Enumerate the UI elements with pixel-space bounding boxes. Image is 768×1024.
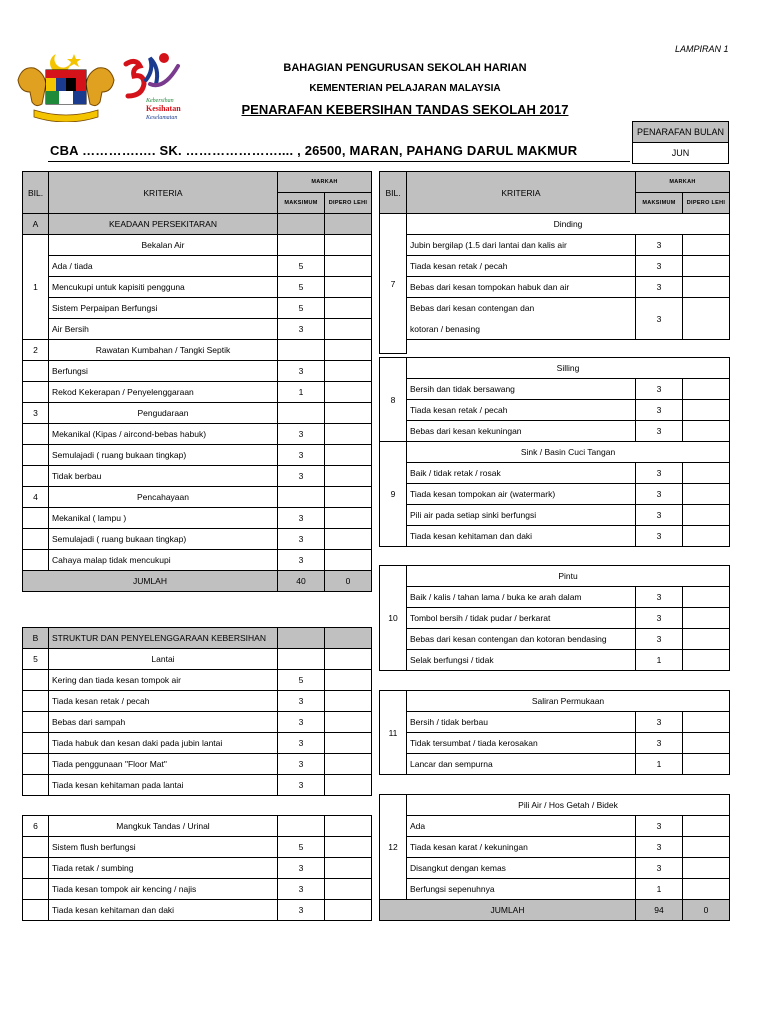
- max-score: 1: [636, 650, 683, 671]
- score-input[interactable]: [683, 754, 730, 775]
- left-table-toilet: [22, 815, 372, 921]
- max-score: 1: [636, 754, 683, 775]
- subsection-title: Pencahayaan: [49, 487, 278, 508]
- right-table-saliran: [379, 690, 730, 775]
- criteria-text: Tiada penggunaan "Floor Mat": [49, 754, 278, 775]
- max-score: 3: [636, 277, 683, 298]
- left-table-a: [22, 171, 372, 592]
- score-input[interactable]: [325, 277, 372, 298]
- section-title: KEADAAN PERSEKITARAN: [49, 214, 278, 235]
- criteria-text: Jubin bergilap (1.5 dari lantai dan kalis air: [407, 235, 636, 256]
- header-bil: BIL.: [23, 172, 49, 214]
- item-number: 1: [23, 235, 49, 340]
- jumlah-max: 40: [278, 571, 325, 592]
- score-input[interactable]: [683, 733, 730, 754]
- criteria-text: Ada / tiada: [49, 256, 278, 277]
- item-number: 6: [23, 816, 49, 837]
- lampiran-label: LAMPIRAN 1: [675, 44, 729, 54]
- criteria-text: Selak berfungsi / tidak: [407, 650, 636, 671]
- max-score: 3: [636, 505, 683, 526]
- score-input[interactable]: [325, 733, 372, 754]
- criteria-text: Tidak tersumbat / tiada kerosakan: [407, 733, 636, 754]
- criteria-text: Cahaya malap tidak mencukupi: [49, 550, 278, 571]
- kesihatan-logo: [120, 50, 192, 122]
- header-diperoleh: DIPERO LEHI: [325, 193, 372, 214]
- max-score: 3: [278, 319, 325, 340]
- criteria-text: Baik / kalis / tahan lama / buka ke arah dalam: [407, 587, 636, 608]
- max-score: 3: [278, 754, 325, 775]
- max-score: 3: [636, 235, 683, 256]
- score-input[interactable]: [683, 379, 730, 400]
- score-input[interactable]: [325, 712, 372, 733]
- score-input[interactable]: [325, 879, 372, 900]
- score-input[interactable]: [683, 400, 730, 421]
- bulan-value[interactable]: JUN: [633, 143, 729, 164]
- max-score: 3: [636, 733, 683, 754]
- score-input[interactable]: [325, 445, 372, 466]
- score-input[interactable]: [683, 712, 730, 733]
- max-score: 3: [636, 816, 683, 837]
- malaysia-crest-logo: [12, 50, 120, 122]
- header-bil: BIL.: [380, 172, 407, 214]
- max-score: 3: [278, 529, 325, 550]
- max-score: 3: [636, 629, 683, 650]
- criteria-text: Sistem flush berfungsi: [49, 837, 278, 858]
- max-score: 5: [278, 837, 325, 858]
- score-input[interactable]: [683, 505, 730, 526]
- max-score: 5: [278, 256, 325, 277]
- max-score: 3: [636, 298, 683, 340]
- heading-ministry: KEMENTERIAN PELAJARAN MALAYSIA: [309, 83, 501, 94]
- criteria-text: Tiada kesan retak / pecah: [407, 400, 636, 421]
- criteria-text: Disangkut dengan kemas: [407, 858, 636, 879]
- score-input[interactable]: [325, 670, 372, 691]
- max-score: 3: [636, 858, 683, 879]
- max-score: 3: [636, 712, 683, 733]
- subsection-title: Silling: [407, 358, 730, 379]
- criteria-text: Bebas dari sampah: [49, 712, 278, 733]
- jumlah-label: JUMLAH: [380, 900, 636, 921]
- subsection-title: Lantai: [49, 649, 278, 670]
- subsection-title: Dinding: [407, 214, 730, 235]
- max-score: 3: [636, 463, 683, 484]
- rating-box: [632, 121, 729, 164]
- criteria-text: Bersih dan tidak bersawang: [407, 379, 636, 400]
- criteria-text: Bebas dari kesan contengan dan: [407, 298, 636, 319]
- logo-text-3: Keselamatan: [146, 115, 178, 121]
- max-score: 3: [636, 587, 683, 608]
- max-score: 3: [636, 526, 683, 547]
- score-input[interactable]: [325, 319, 372, 340]
- item-number: 8: [380, 358, 407, 442]
- max-score: 3: [278, 712, 325, 733]
- score-input[interactable]: [683, 650, 730, 671]
- score-input[interactable]: [325, 382, 372, 403]
- max-score: 3: [278, 858, 325, 879]
- criteria-text: kotoran / benasing: [407, 319, 636, 340]
- section-title: STRUKTUR DAN PENYELENGGARAAN KEBERSIHAN: [49, 628, 278, 649]
- score-input[interactable]: [325, 256, 372, 277]
- header-maksimum: MAKSIMUM: [278, 193, 325, 214]
- subsection-title: Bekalan Air: [49, 235, 278, 256]
- item-number: 10: [380, 566, 407, 671]
- jumlah-label: JUMLAH: [23, 571, 278, 592]
- criteria-text: Sistem Perpaipan Berfungsi: [49, 298, 278, 319]
- score-input[interactable]: [683, 484, 730, 505]
- max-score: 3: [278, 900, 325, 921]
- subsection-title: Pintu: [407, 566, 730, 587]
- score-input[interactable]: [683, 526, 730, 547]
- criteria-text: Tiada kesan tompokan air (watermark): [407, 484, 636, 505]
- criteria-text: Tidak berbau: [49, 466, 278, 487]
- header-kriteria: KRITERIA: [407, 172, 636, 214]
- score-input[interactable]: [683, 235, 730, 256]
- subsection-title: Mangkuk Tandas / Urinal: [49, 816, 278, 837]
- score-input[interactable]: [683, 587, 730, 608]
- max-score: 3: [278, 466, 325, 487]
- item-number: 5: [23, 649, 49, 670]
- criteria-text: Tiada kesan karat / kekuningan: [407, 837, 636, 858]
- max-score: 3: [636, 837, 683, 858]
- criteria-text: Mekanikal ( lampu ): [49, 508, 278, 529]
- score-input[interactable]: [325, 466, 372, 487]
- page-title: PENARAFAN KEBERSIHAN TANDAS SEKOLAH 2017: [241, 102, 569, 117]
- max-score: 5: [278, 298, 325, 319]
- score-input[interactable]: [683, 256, 730, 277]
- subsection-title: Saliran Permukaan: [407, 691, 730, 712]
- criteria-text: Lancar dan sempurna: [407, 754, 636, 775]
- criteria-text: Tiada kesan tompok air kencing / najis: [49, 879, 278, 900]
- section-code: B: [23, 628, 49, 649]
- header-kriteria: KRITERIA: [49, 172, 278, 214]
- score-input[interactable]: [325, 858, 372, 879]
- item-number: 11: [380, 691, 407, 775]
- subsection-title: Pengudaraan: [49, 403, 278, 424]
- criteria-text: Ada: [407, 816, 636, 837]
- criteria-text: Berfungsi sepenuhnya: [407, 879, 636, 900]
- criteria-text: Kering dan tiada kesan tompok air: [49, 670, 278, 691]
- criteria-text: Bersih / tidak berbau: [407, 712, 636, 733]
- score-input[interactable]: [325, 691, 372, 712]
- school-name-line[interactable]: CBA ………….…. SK. ………………….... , 26500, MARAN, PAHANG DARUL MAKMUR: [50, 143, 578, 158]
- item-number: 2: [23, 340, 49, 361]
- heading-department: BAHAGIAN PENGURUSAN SEKOLAH HARIAN: [283, 62, 527, 74]
- score-input[interactable]: [325, 550, 372, 571]
- right-table-silling: [379, 357, 730, 442]
- score-input[interactable]: [683, 879, 730, 900]
- score-input[interactable]: [325, 508, 372, 529]
- criteria-text: Mekanikal (Kipas / aircond-bebas habuk): [49, 424, 278, 445]
- criteria-text: Rekod Kekerapan / Penyelenggaraan: [49, 382, 278, 403]
- criteria-text: Tiada retak / sumbing: [49, 858, 278, 879]
- header-markah: MARKAH: [278, 172, 372, 193]
- score-input[interactable]: [325, 529, 372, 550]
- max-score: 3: [278, 733, 325, 754]
- max-score: 3: [278, 550, 325, 571]
- score-input[interactable]: [325, 900, 372, 921]
- logo-text-2: Kesihatan: [146, 104, 181, 113]
- item-number: 9: [380, 442, 407, 547]
- criteria-text: Tiada kesan retak / pecah: [407, 256, 636, 277]
- right-table-sink: [379, 441, 730, 547]
- left-table-b: [22, 627, 372, 796]
- max-score: 3: [278, 361, 325, 382]
- criteria-text: Semulajadi ( ruang bukaan tingkap): [49, 529, 278, 550]
- header-markah: MARKAH: [636, 172, 730, 193]
- right-table-dinding: [379, 171, 730, 354]
- criteria-text: Bebas dari kesan contengan dan kotoran bendasing: [407, 629, 636, 650]
- penarafan-bulan-label: PENARAFAN BULAN: [633, 122, 729, 143]
- max-score: 1: [278, 382, 325, 403]
- score-input[interactable]: [325, 775, 372, 796]
- max-score: 3: [636, 400, 683, 421]
- criteria-text: Baik / tidak retak / rosak: [407, 463, 636, 484]
- subsection-title: Sink / Basin Cuci Tangan: [407, 442, 730, 463]
- max-score: 3: [636, 484, 683, 505]
- max-score: 3: [636, 421, 683, 442]
- criteria-text: Bebas dari kesan kekuningan: [407, 421, 636, 442]
- right-table-pili: [379, 794, 730, 921]
- score-input[interactable]: [683, 421, 730, 442]
- jumlah-max: 94: [636, 900, 683, 921]
- max-score: 3: [278, 445, 325, 466]
- max-score: 5: [278, 277, 325, 298]
- subsection-title: Rawatan Kumbahan / Tangki Septik: [49, 340, 278, 361]
- score-input[interactable]: [683, 816, 730, 837]
- score-input[interactable]: [683, 608, 730, 629]
- jumlah-total: 0: [683, 900, 730, 921]
- score-input[interactable]: [683, 277, 730, 298]
- section-code: A: [23, 214, 49, 235]
- score-input[interactable]: [325, 837, 372, 858]
- subsection-title: Pili Air / Hos Getah / Bidek: [407, 795, 730, 816]
- criteria-text: Tiada kesan kehitaman dan daki: [49, 900, 278, 921]
- criteria-text: Tiada kesan kehitaman dan daki: [407, 526, 636, 547]
- criteria-text: Berfungsi: [49, 361, 278, 382]
- score-input[interactable]: [325, 361, 372, 382]
- criteria-text: Tiada kesan retak / pecah: [49, 691, 278, 712]
- criteria-text: Pili air pada setiap sinki berfungsi: [407, 505, 636, 526]
- score-input[interactable]: [683, 298, 730, 340]
- max-score: 3: [278, 424, 325, 445]
- max-score: 3: [636, 379, 683, 400]
- criteria-text: Tombol bersih / tidak pudar / berkarat: [407, 608, 636, 629]
- max-score: 3: [636, 256, 683, 277]
- max-score: 3: [636, 608, 683, 629]
- max-score: 1: [636, 879, 683, 900]
- item-number: 3: [23, 403, 49, 424]
- criteria-text: Semulajadi ( ruang bukaan tingkap): [49, 445, 278, 466]
- right-table-pintu: [379, 565, 730, 671]
- score-input[interactable]: [683, 837, 730, 858]
- score-input[interactable]: [683, 629, 730, 650]
- school-line-rule: [48, 161, 630, 162]
- score-input[interactable]: [683, 858, 730, 879]
- item-number: 4: [23, 487, 49, 508]
- logo-text-1: Kebersihan: [146, 98, 174, 104]
- item-number: 7: [380, 214, 407, 354]
- header-diperoleh: DIPERO LEHI: [683, 193, 730, 214]
- max-score: 3: [278, 691, 325, 712]
- criteria-text: Mencukupi untuk kapisiti pengguna: [49, 277, 278, 298]
- criteria-text: Air Bersih: [49, 319, 278, 340]
- max-score: 3: [278, 508, 325, 529]
- score-input[interactable]: [325, 424, 372, 445]
- score-input[interactable]: [325, 298, 372, 319]
- max-score: 3: [278, 775, 325, 796]
- header-maksimum: MAKSIMUM: [636, 193, 683, 214]
- score-input[interactable]: [683, 463, 730, 484]
- criteria-text: Tiada kesan kehitaman pada lantai: [49, 775, 278, 796]
- item-number: 12: [380, 795, 407, 900]
- max-score: 3: [278, 879, 325, 900]
- criteria-text: Bebas dari kesan tompokan habuk dan air: [407, 277, 636, 298]
- jumlah-total: 0: [325, 571, 372, 592]
- criteria-text: Tiada habuk dan kesan daki pada jubin lantai: [49, 733, 278, 754]
- max-score: 5: [278, 670, 325, 691]
- score-input[interactable]: [325, 754, 372, 775]
